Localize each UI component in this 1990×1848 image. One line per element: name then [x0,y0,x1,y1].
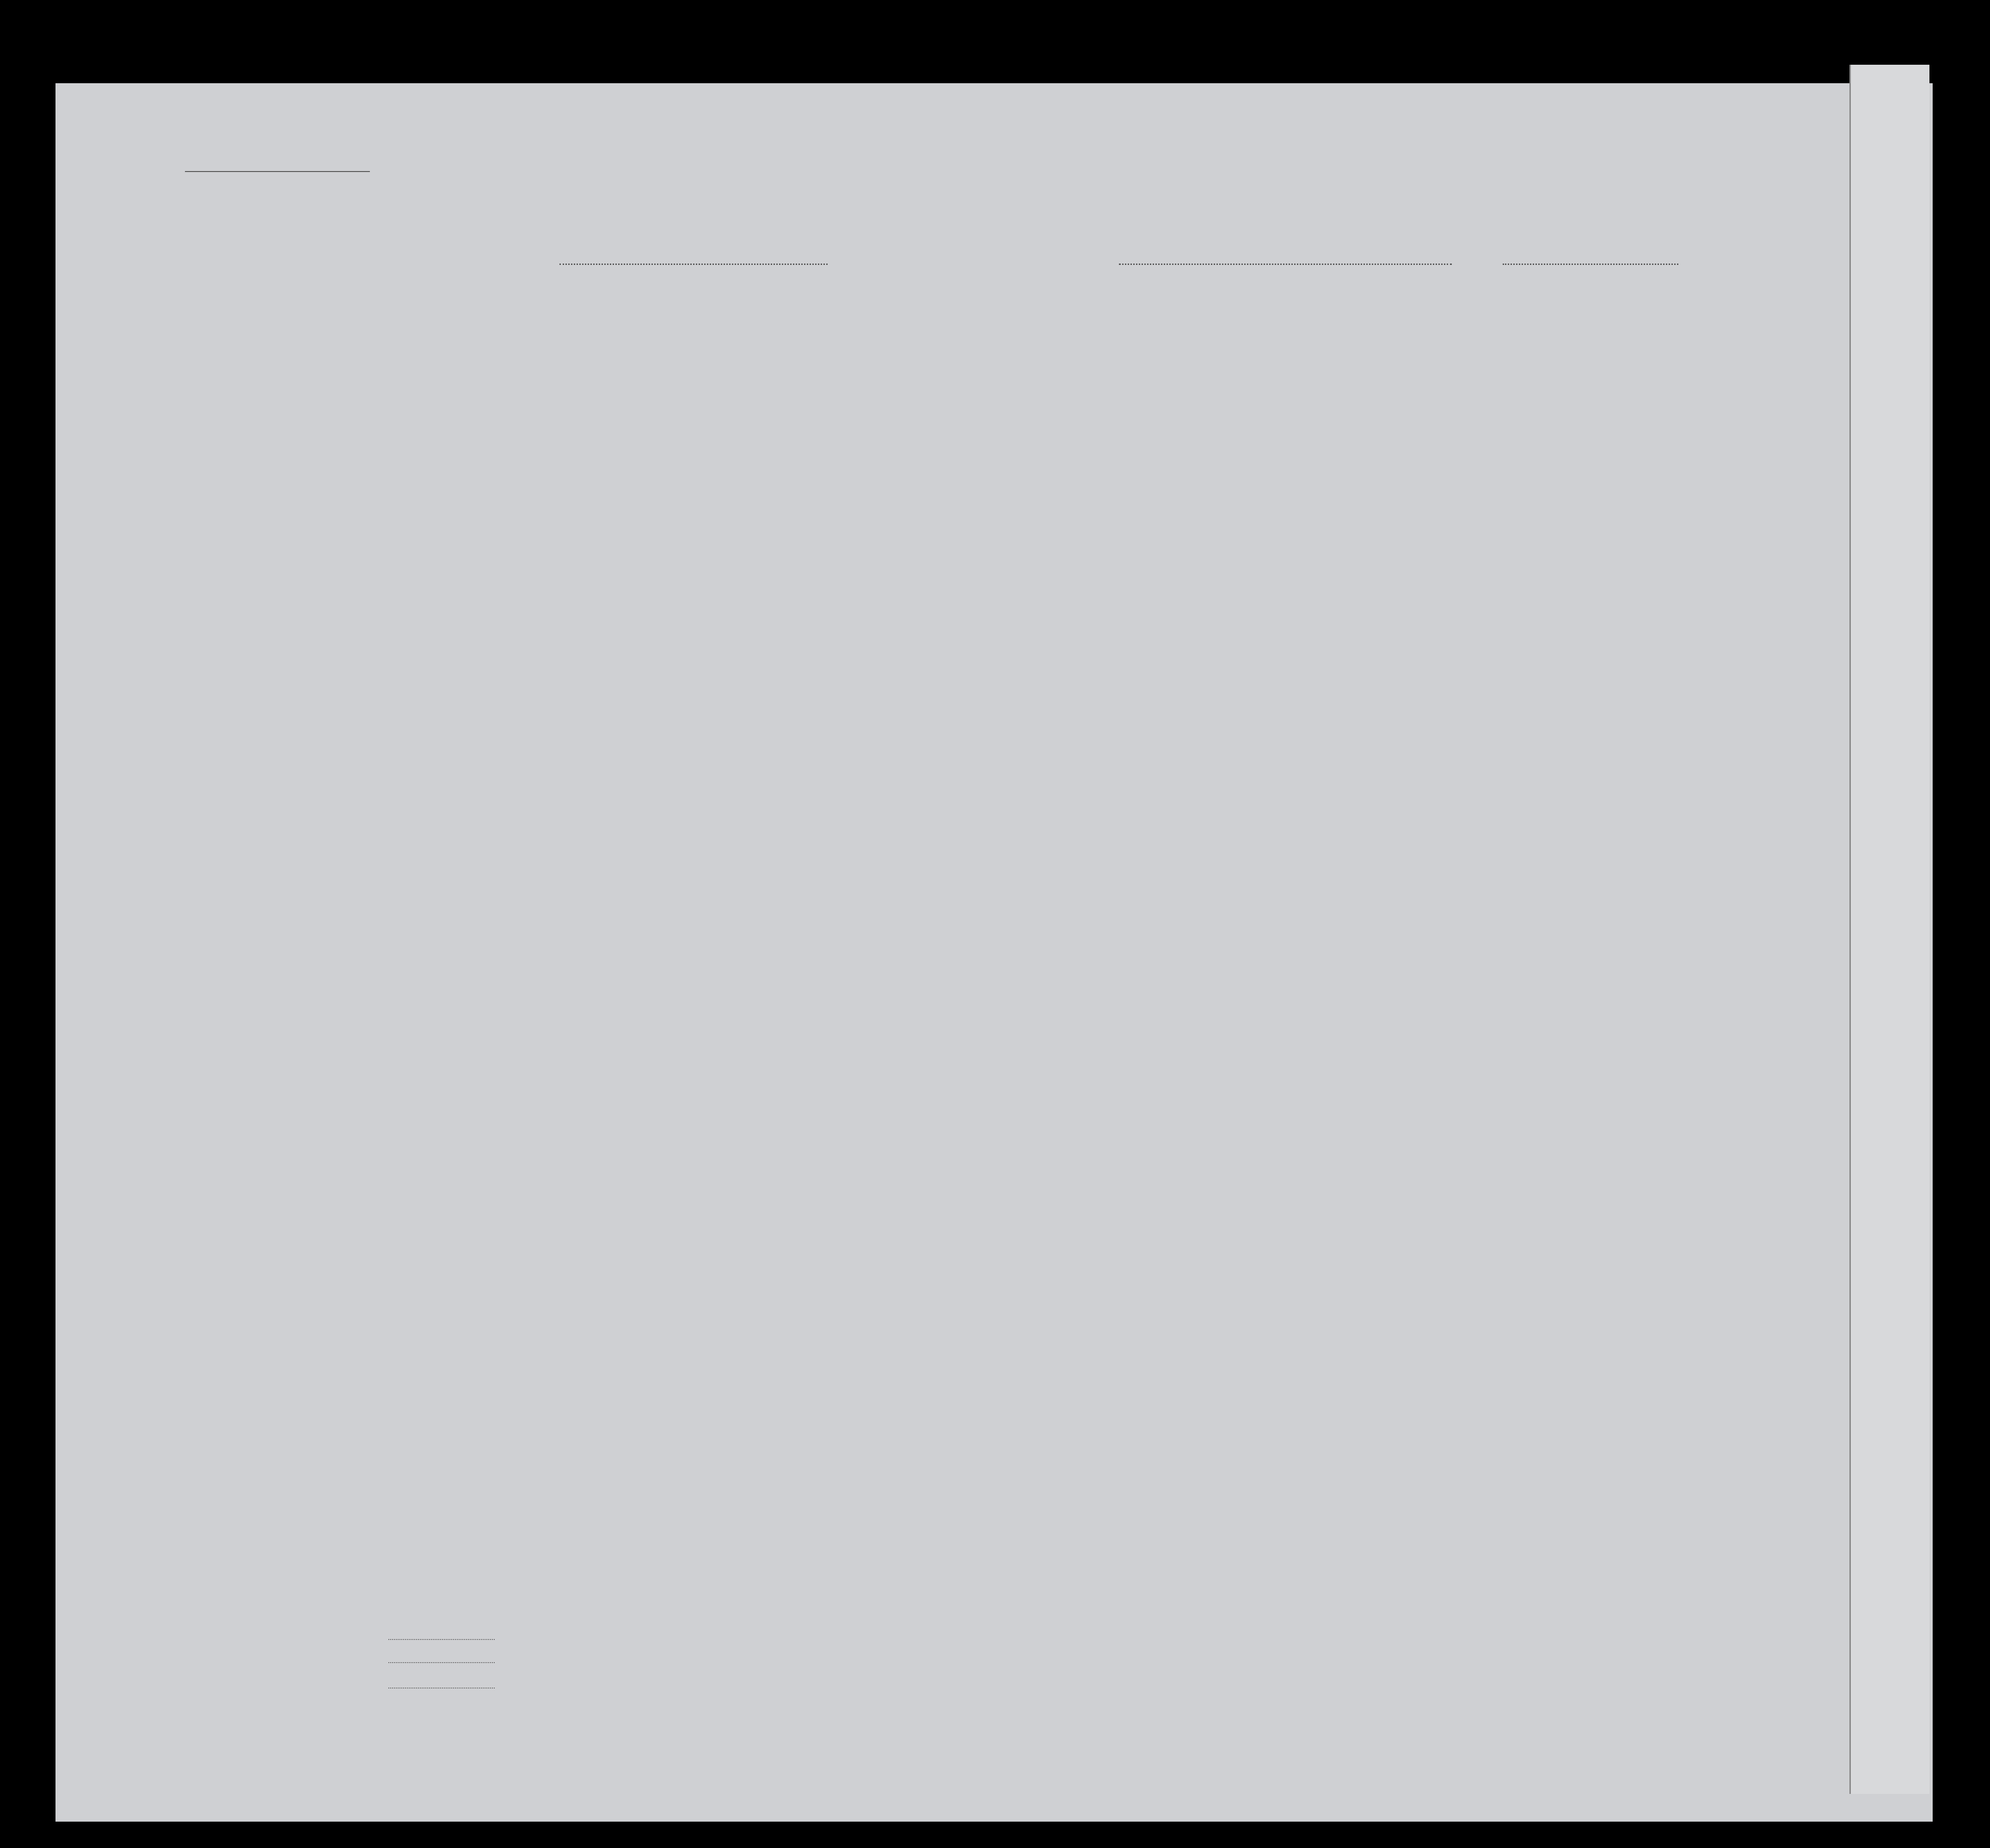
total-passengers-line [388,1639,495,1640]
us-citizens-line [388,1662,495,1663]
